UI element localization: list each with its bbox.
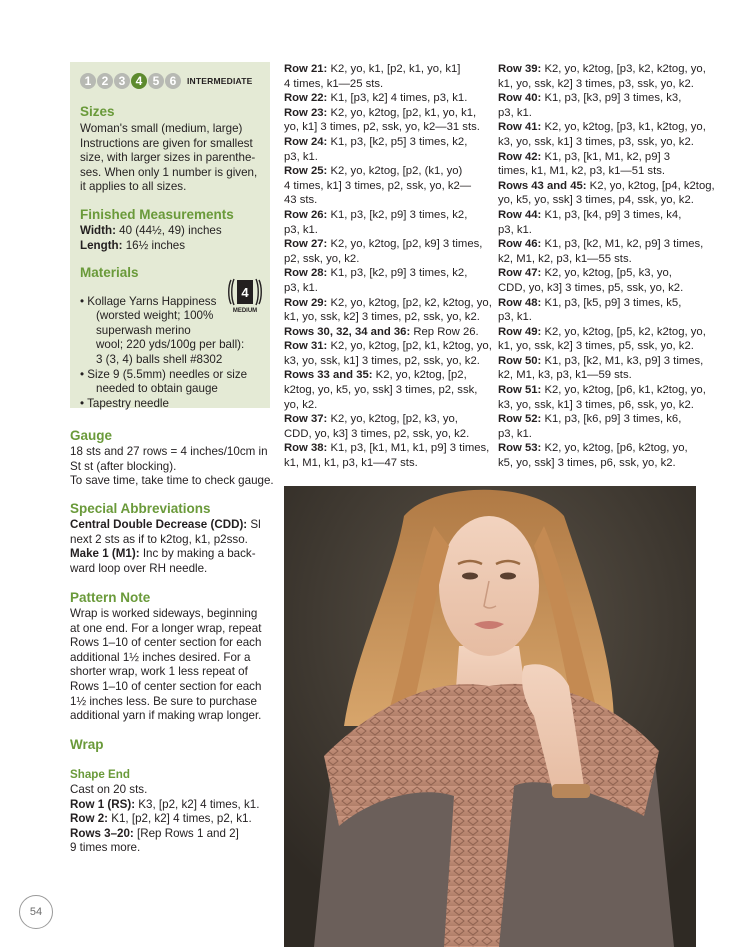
gauge-heading: Gauge: [70, 428, 113, 443]
row-label: Row 26:: [284, 208, 328, 221]
skill-level-1: 1: [80, 73, 96, 89]
instruction-line: [498, 325, 715, 340]
row-label: Row 25:: [284, 165, 328, 178]
skill-level-label: INTERMEDIATE: [187, 76, 253, 86]
instruction-line: [284, 179, 492, 194]
instruction-line: [498, 120, 715, 135]
gauge-line: 18 sts and 27 rows = 4 inches/10cm in: [70, 445, 268, 458]
row-text: k1, yo, ssk, k2] 3 times, p2, ssk, yo, k2.: [284, 311, 480, 324]
instruction-line: [498, 135, 715, 150]
row-text: K2, yo, k2tog, [p2, k9] 3 times,: [327, 238, 483, 251]
row-text: K2, yo, k2tog, [p2, k2, k2tog, yo,: [327, 296, 492, 309]
cdd-text-line2: next 2 sts as if to k2tog, k1, p2sso.: [70, 532, 248, 546]
row-text: 43 sts.: [284, 194, 318, 207]
pattern-note-line: additional 1½ inches desired. For a: [70, 650, 251, 664]
row-label: Row 29:: [284, 296, 328, 309]
row-text: k2, M1, k3, p3, k1—59 sts.: [498, 369, 632, 382]
skill-level-4: 4: [131, 73, 147, 89]
row-text: K2, yo, k2tog, [p6, k2tog, yo,: [541, 442, 688, 455]
instruction-line: [284, 339, 492, 354]
row-text: K2, yo, k2tog, [p3, k1, k2tog, yo,: [541, 121, 706, 134]
row-text: p3, k1.: [284, 150, 318, 163]
sizes-line: Instructions are given for smallest: [80, 136, 253, 150]
row-text: p3, k1.: [498, 106, 532, 119]
row-text: K2, yo, k2tog, [p5, k2, k2tog, yo,: [541, 325, 706, 338]
instruction-line: [284, 281, 492, 296]
pattern-note-line: 1½ inches less. Be sure to purchase: [70, 694, 257, 708]
row-text: k2tog, yo, k5, yo, ssk] 3 times, p2, ssk,: [284, 384, 478, 397]
row-text: K1, p3, [k1, M1, k1, p9] 3 times,: [327, 442, 490, 455]
page-number: 54: [19, 895, 53, 929]
row-text: yo, k2.: [284, 398, 318, 411]
instruction-line: [284, 120, 492, 135]
rows-3-20-label: Rows 3–20:: [70, 826, 134, 840]
instruction-line: [498, 368, 715, 383]
materials-item: • Size 9 (5.5mm) needles or size: [80, 367, 248, 381]
row-text: K1, p3, [k2, M1, k3, p9] 3 times,: [541, 354, 704, 367]
wrap-heading: Wrap: [70, 737, 104, 752]
yarn-weight-label: MEDIUM: [232, 308, 258, 314]
row-text: k2, M1, k2, p3, k1—55 sts.: [498, 252, 632, 265]
instruction-line: [498, 237, 715, 252]
row-text: K2, yo, k2tog, [p6, k1, k2tog, yo,: [541, 384, 706, 397]
row-label: Row 22:: [284, 92, 328, 105]
instruction-line: [498, 281, 715, 296]
row-text: K1, p3, [k4, p9] 3 times, k4,: [541, 208, 682, 221]
instruction-line: [498, 383, 715, 398]
row-text: K2, yo, k2tog, [p2, k1, yo, k1,: [327, 106, 477, 119]
row-2-text: K1, [p2, k2] 4 times, p2, k1.: [108, 812, 252, 826]
row-text: p3, k1.: [498, 427, 532, 440]
cdd-text: Sl: [247, 518, 261, 531]
row-label: Row 51:: [498, 384, 542, 397]
row-label: Row 39:: [498, 63, 542, 75]
yarn-weight-icon: [228, 276, 262, 314]
row-text: K2, yo, k2tog, [p2, k3, yo,: [327, 413, 458, 426]
finished-measurements-heading: Finished Measurements: [80, 207, 234, 222]
m1-text-line2: ward loop over RH needle.: [70, 561, 208, 575]
row-text: p3, k1.: [498, 223, 532, 236]
row-text: K1, [p3, k2] 4 times, p3, k1.: [327, 92, 468, 105]
rows-3-20-instruction: [70, 827, 239, 842]
pattern-note-line: at one end. For a longer wrap, repeat: [70, 621, 262, 635]
sizes-line: it applies to all sizes.: [80, 180, 187, 194]
row-label: Row 52:: [498, 413, 542, 426]
row-text: K1, p3, [k2, p5] 3 times, k2,: [327, 135, 468, 148]
row-text: K2, yo, k1, [p2, k1, yo, k1]: [327, 63, 461, 75]
length-value: 16½ inches: [122, 238, 186, 252]
row-text: p3, k1.: [284, 223, 318, 236]
row-text: K2, yo, k2tog, [p2, k1, k2tog, yo,: [327, 340, 492, 353]
row-text: K1, p3, [k2, p9] 3 times, k2,: [327, 208, 468, 221]
cdd-label: Central Double Decrease (CDD):: [70, 518, 248, 531]
instruction-line: [284, 383, 492, 398]
instruction-line: [498, 339, 715, 354]
sizes-line: size, with larger sizes in parenthe-: [80, 151, 256, 165]
shape-end-subheading: Shape End: [70, 768, 130, 781]
instruction-line: [498, 62, 715, 77]
row-1-instruction: [70, 798, 259, 813]
instruction-line: [284, 91, 492, 106]
instruction-line: [284, 325, 492, 340]
length-label: Length:: [80, 238, 123, 252]
row-label: Row 49:: [498, 325, 542, 338]
instruction-line: [284, 398, 492, 413]
instruction-line: [498, 77, 715, 92]
instruction-line: [284, 310, 492, 325]
instruction-line: [284, 164, 492, 179]
special-abbreviations-heading: Special Abbreviations: [70, 501, 211, 516]
row-text: Rep Row 26.: [410, 325, 479, 338]
gauge-line: St st (after blocking).: [70, 459, 177, 473]
row-label: Row 31:: [284, 340, 328, 353]
row-text: 4 times, k1—25 sts.: [284, 77, 384, 90]
materials-item: 3 (3, 4) balls shell #8302: [96, 352, 223, 366]
row-text: k1, M1, k1, p3, k1—47 sts.: [284, 457, 418, 470]
materials-item: (worsted weight; 100%: [96, 309, 214, 323]
row-label: Row 44:: [498, 208, 542, 221]
instruction-line: [284, 252, 492, 267]
row-text: K1, p3, [k2, p9] 3 times, k2,: [327, 267, 468, 280]
instruction-line: [498, 252, 715, 267]
instruction-line: [284, 223, 492, 238]
width-measurement: [80, 224, 222, 239]
instruction-line: [284, 266, 492, 281]
instruction-line: [284, 77, 492, 92]
m1-text: Inc by making a back-: [139, 547, 256, 561]
instruction-line: [284, 368, 492, 383]
materials-item: wool; 220 yds/100g per ball):: [96, 338, 245, 352]
instruction-line: [498, 208, 715, 223]
materials-item: needed to obtain gauge: [96, 382, 218, 396]
yarn-weight-number: 4: [241, 285, 249, 300]
instruction-line: [284, 237, 492, 252]
row-label: Row 24:: [284, 135, 328, 148]
row-text: K2, yo, k2tog, [p2, (k1, yo): [327, 165, 463, 178]
row-text: k3, yo, ssk, k1] 3 times, p3, ssk, yo, k2.: [498, 135, 694, 148]
instruction-line: [284, 412, 492, 427]
instruction-line: [284, 456, 492, 471]
pattern-note-line: additional yarn if making wrap longer.: [70, 709, 262, 723]
pattern-note-line: shorter wrap, work 1 less repeat of: [70, 665, 248, 679]
skill-level-6: 6: [165, 73, 181, 89]
instruction-line: [498, 310, 715, 325]
instruction-line: [498, 427, 715, 442]
row-label: Row 27:: [284, 238, 328, 251]
instruction-line: [284, 150, 492, 165]
pattern-note-line: Wrap is worked sideways, beginning: [70, 607, 258, 620]
row-text: yo, k5, yo, ssk] 3 times, p4, ssk, yo, k2.: [498, 194, 694, 207]
materials-item: • Kollage Yarns Happiness: [80, 294, 217, 308]
row-1-text: K3, [p2, k2] 4 times, k1.: [135, 797, 260, 811]
row-label: Row 23:: [284, 106, 328, 119]
skill-level-5: 5: [148, 73, 164, 89]
row-text: K1, p3, [k2, M1, k2, p9] 3 times,: [541, 238, 704, 251]
row-text: K2, yo, k2tog, [p2,: [372, 369, 467, 382]
length-measurement: [80, 239, 185, 254]
cast-on-instruction: Cast on 20 sts.: [70, 783, 148, 796]
row-label: Row 38:: [284, 442, 328, 455]
row-text: 4 times, k1] 3 times, p2, ssk, yo, k2—: [284, 179, 472, 192]
row-text: K1, p3, [k3, p9] 3 times, k3,: [541, 92, 682, 105]
instruction-line: [498, 223, 715, 238]
skill-level-3: 3: [114, 73, 130, 89]
row-label: Row 21:: [284, 63, 328, 75]
row-label: Row 42:: [498, 150, 542, 163]
gauge-line: To save time, take time to check gauge.: [70, 474, 274, 488]
row-label: Row 41:: [498, 121, 542, 134]
pattern-note-line: Rows 1–10 of center section for each: [70, 680, 262, 693]
instruction-line: [498, 296, 715, 311]
row-text: times, k1, M1, k2, p3, k1—51 sts.: [498, 165, 666, 178]
row-label: Row 50:: [498, 354, 542, 367]
row-text: yo, k1] 3 times, p2, ssk, yo, k2—31 sts.: [284, 121, 480, 134]
instruction-line: [284, 62, 492, 77]
pattern-note-line: Rows 1–10 of center section for each: [70, 636, 262, 650]
instruction-line: [498, 150, 715, 165]
row-text: p3, k1.: [498, 311, 532, 324]
sizes-line: ses. When only 1 number is given,: [80, 165, 258, 179]
row-label: Row 40:: [498, 92, 542, 105]
instruction-line: [284, 208, 492, 223]
width-value: 40 (44½, 49) inches: [115, 224, 222, 237]
model-photo: [284, 486, 696, 947]
instructions-column-middle: [284, 62, 492, 471]
instruction-line: [284, 106, 492, 121]
row-text: K1, p3, [k5, p9] 3 times, k5,: [541, 296, 682, 309]
row-label: Row 37:: [284, 413, 328, 426]
row-label: Row 46:: [498, 238, 542, 251]
row-text: k3, yo, ssk, k1] 3 times, p6, ssk, yo, k2.: [498, 398, 694, 411]
instruction-line: [284, 135, 492, 150]
sizes-line: Woman's small (medium, large): [80, 122, 243, 135]
row-text: K1, p3, [k6, p9] 3 times, k6,: [541, 413, 682, 426]
instructions-column-right: [498, 62, 715, 471]
instruction-line: [284, 441, 492, 456]
width-label: Width:: [80, 224, 116, 237]
instruction-line: [498, 91, 715, 106]
row-label: Rows 33 and 35:: [284, 369, 373, 382]
sizes-heading: Sizes: [80, 104, 115, 119]
skill-level-indicator: [80, 73, 253, 89]
cdd-definition: [70, 518, 261, 533]
instruction-line: [498, 164, 715, 179]
materials-item: superwash merino: [96, 323, 191, 337]
row-text: p3, k1.: [284, 281, 318, 294]
rows-3-20-text-line2: 9 times more.: [70, 841, 141, 855]
row-text: K1, p3, [k1, M1, k2, p9] 3: [541, 150, 671, 163]
row-1-label: Row 1 (RS):: [70, 797, 136, 811]
row-label: Rows 30, 32, 34 and 36:: [284, 325, 411, 338]
instruction-line: [498, 398, 715, 413]
row-label: Row 48:: [498, 296, 542, 309]
rows-3-20-text: [Rep Rows 1 and 2]: [133, 826, 239, 840]
row-label: Row 28:: [284, 267, 328, 280]
row-2-instruction: [70, 812, 252, 827]
row-text: p2, ssk, yo, k2.: [284, 252, 360, 265]
row-text: K2, yo, k2tog, [p4, k2tog,: [586, 179, 715, 192]
row-text: CDD, yo, k3] 3 times, p2, ssk, yo, k2.: [284, 427, 470, 440]
row-label: Row 53:: [498, 442, 542, 455]
instruction-line: [498, 456, 715, 471]
materials-heading: Materials: [80, 265, 139, 280]
instruction-line: [284, 296, 492, 311]
instruction-line: [284, 193, 492, 208]
instruction-line: [498, 106, 715, 121]
row-2-label: Row 2:: [70, 812, 109, 826]
row-label: Row 47:: [498, 267, 542, 280]
instruction-line: [498, 266, 715, 281]
instruction-line: [284, 354, 492, 369]
row-text: k1, yo, ssk, k2] 3 times, p3, ssk, yo, k2.: [498, 77, 694, 90]
row-text: k1, yo, ssk, k2] 3 times, p5, ssk, yo, k2.: [498, 340, 694, 353]
instruction-line: [498, 441, 715, 456]
row-text: CDD, yo, k3] 3 times, p5, ssk, yo, k2.: [498, 281, 684, 294]
row-text: k3, yo, ssk, k1] 3 times, p2, ssk, yo, k2.: [284, 354, 480, 367]
skill-level-2: 2: [97, 73, 113, 89]
row-text: k5, yo, ssk] 3 times, p6, ssk, yo, k2.: [498, 457, 676, 470]
materials-item: • Tapestry needle: [80, 396, 169, 410]
pattern-note-heading: Pattern Note: [70, 590, 151, 605]
row-text: K2, yo, k2tog, [p5, k3, yo,: [541, 267, 672, 280]
m1-definition: [70, 547, 256, 562]
instruction-line: [498, 412, 715, 427]
instruction-line: [498, 193, 715, 208]
instruction-line: [498, 354, 715, 369]
instruction-line: [498, 179, 715, 194]
row-label: Rows 43 and 45:: [498, 179, 587, 192]
m1-label: Make 1 (M1):: [70, 547, 140, 561]
row-text: K2, yo, k2tog, [p3, k2, k2tog, yo,: [541, 63, 706, 75]
instruction-line: [284, 427, 492, 442]
